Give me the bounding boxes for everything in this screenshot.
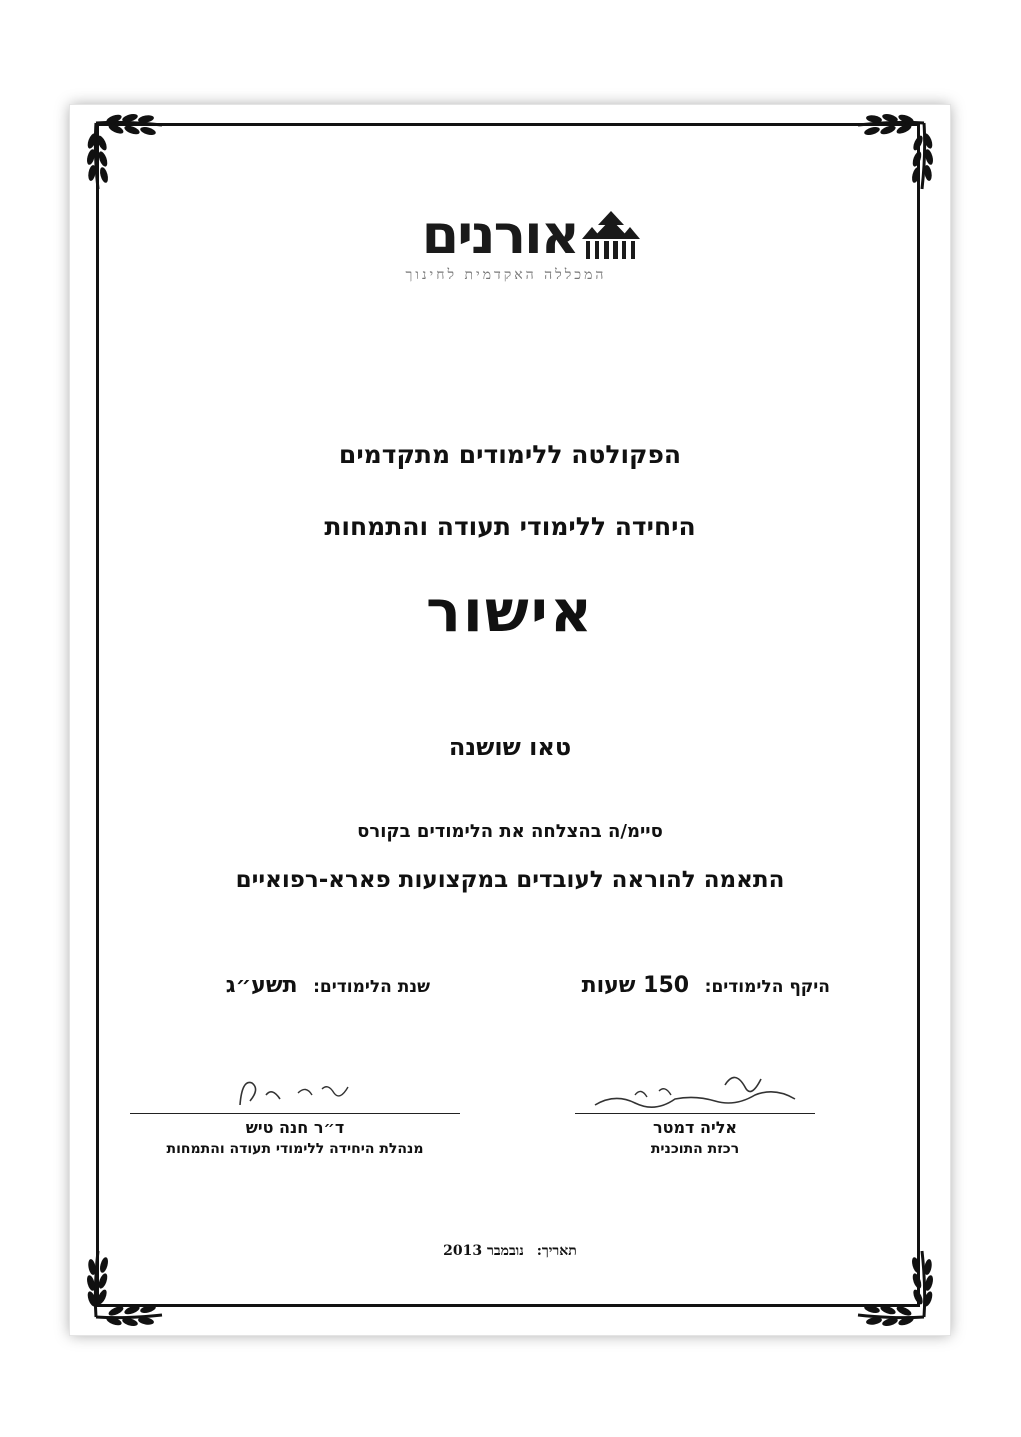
unit-heading: היחידה ללימודי תעודה והתמחות xyxy=(324,512,696,541)
issue-date xyxy=(70,1243,950,1260)
course-name: התאמה להוראה לעובדים במקצועות פארא-רפואיים xyxy=(235,867,785,893)
laurel-corner-icon xyxy=(848,113,934,199)
pine-tree-logo-icon xyxy=(580,209,642,261)
logo-tagline: המכללה האקדמית לחינוך xyxy=(405,267,607,283)
date-value: נובמבר 2013 xyxy=(443,1243,524,1259)
study-scope xyxy=(582,973,830,998)
signature-line xyxy=(575,1113,815,1114)
study-year-label: שנת הלימודים: xyxy=(313,977,430,997)
director-role: מנהלת היחידה ללימודי תעודה והתמחות xyxy=(166,1141,424,1157)
handwritten-signature-icon xyxy=(575,1065,815,1113)
director-name: ד״ר חנה טיש xyxy=(245,1118,345,1137)
logo-wordmark: אורנים xyxy=(421,203,578,266)
signature-line xyxy=(130,1113,460,1114)
certificate-sheet xyxy=(70,105,950,1335)
college-logo xyxy=(360,205,660,295)
study-year xyxy=(226,973,430,998)
faculty-heading: הפקולטה ללימודים מתקדמים xyxy=(338,440,682,469)
coordinator-role: רכזת התוכנית xyxy=(650,1141,740,1157)
date-label: תאריך: xyxy=(536,1243,577,1259)
study-scope-value: 150 שעות xyxy=(581,973,690,998)
study-year-value: תשע״ג xyxy=(225,973,298,998)
recipient-name: טאו שושנה xyxy=(448,733,572,761)
laurel-corner-icon xyxy=(86,113,172,199)
signature-director xyxy=(130,1065,460,1157)
signature-coordinator xyxy=(575,1065,815,1157)
study-scope-label: היקף הלימודים: xyxy=(704,977,830,997)
coordinator-name: אליה דמטר xyxy=(652,1118,738,1137)
certificate-title: אישור xyxy=(425,577,595,645)
completion-statement: סיימ/ה בהצלחה את הלימודים בקורס xyxy=(357,821,663,842)
handwritten-signature-icon xyxy=(130,1065,460,1113)
